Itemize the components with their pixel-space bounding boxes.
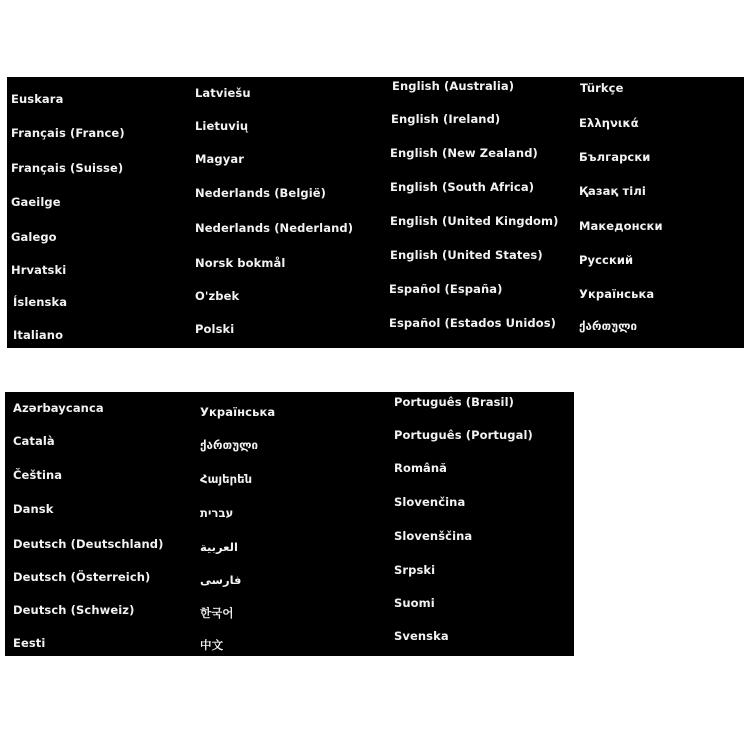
language-option[interactable]: English (New Zealand): [390, 146, 538, 160]
language-option[interactable]: Қазақ тілі: [579, 184, 646, 198]
language-option[interactable]: English (Australia): [392, 79, 515, 93]
language-option[interactable]: Slovenščina: [394, 529, 473, 543]
language-option[interactable]: 한국어: [200, 606, 234, 620]
language-option[interactable]: Español (España): [389, 282, 503, 296]
language-option[interactable]: Italiano: [13, 328, 64, 342]
language-option[interactable]: Magyar: [195, 152, 244, 166]
language-option[interactable]: Български: [579, 150, 651, 164]
language-option[interactable]: Українська: [200, 405, 276, 419]
language-option[interactable]: Slovenčina: [394, 495, 466, 509]
language-option[interactable]: Français (Suisse): [11, 161, 124, 175]
language-option[interactable]: O'zbek: [195, 289, 240, 303]
language-option[interactable]: Dansk: [13, 502, 54, 516]
language-option[interactable]: Gaeilge: [11, 195, 61, 209]
language-option[interactable]: English (Ireland): [391, 112, 501, 126]
language-option[interactable]: Português (Portugal): [394, 428, 533, 442]
language-option[interactable]: Português (Brasil): [394, 395, 514, 409]
language-option[interactable]: Galego: [11, 230, 57, 244]
language-option[interactable]: Polski: [195, 322, 235, 336]
language-option[interactable]: Norsk bokmål: [195, 256, 286, 270]
language-option[interactable]: Македонски: [579, 219, 663, 233]
language-option[interactable]: Srpski: [394, 563, 436, 577]
language-option[interactable]: English (United States): [390, 248, 543, 262]
language-option[interactable]: Lietuvių: [195, 119, 249, 133]
language-option[interactable]: Nederlands (België): [195, 186, 326, 200]
language-option[interactable]: Türkçe: [580, 81, 624, 95]
language-option[interactable]: Euskara: [11, 92, 64, 106]
language-option[interactable]: 中文: [200, 638, 224, 652]
language-option[interactable]: Hrvatski: [11, 263, 67, 277]
language-list-panel-bottom: [5, 392, 574, 656]
language-option[interactable]: Հայերեն: [200, 472, 253, 486]
language-option[interactable]: Deutsch (Österreich): [13, 570, 151, 584]
language-option[interactable]: العربية: [200, 540, 238, 554]
language-option[interactable]: English (United Kingdom): [390, 214, 559, 228]
language-option[interactable]: Deutsch (Schweiz): [13, 603, 135, 617]
language-option[interactable]: Latviešu: [195, 86, 251, 100]
language-option[interactable]: Eesti: [13, 636, 46, 650]
language-option[interactable]: Català: [13, 434, 55, 448]
language-option[interactable]: ქართული: [579, 319, 638, 333]
language-option[interactable]: Українська: [579, 287, 655, 301]
language-option[interactable]: Čeština: [13, 468, 63, 482]
language-option[interactable]: Русский: [579, 253, 634, 267]
language-option[interactable]: English (South Africa): [390, 180, 535, 194]
language-option[interactable]: Deutsch (Deutschland): [13, 537, 164, 551]
language-option[interactable]: فارسی: [200, 573, 242, 587]
language-option[interactable]: Français (France): [11, 126, 125, 140]
language-option[interactable]: עברית: [200, 506, 234, 520]
language-option[interactable]: ქართული: [200, 438, 259, 452]
language-option[interactable]: Suomi: [394, 596, 435, 610]
language-option[interactable]: Română: [394, 461, 448, 475]
language-option[interactable]: Svenska: [394, 629, 449, 643]
language-option[interactable]: Ελληνικά: [579, 116, 639, 130]
language-option[interactable]: Nederlands (Nederland): [195, 221, 354, 235]
language-option[interactable]: Azərbaycanca: [13, 401, 104, 415]
language-list-panel-top: [7, 77, 744, 348]
language-option[interactable]: Íslenska: [13, 295, 68, 309]
language-option[interactable]: Español (Estados Unidos): [389, 316, 557, 330]
